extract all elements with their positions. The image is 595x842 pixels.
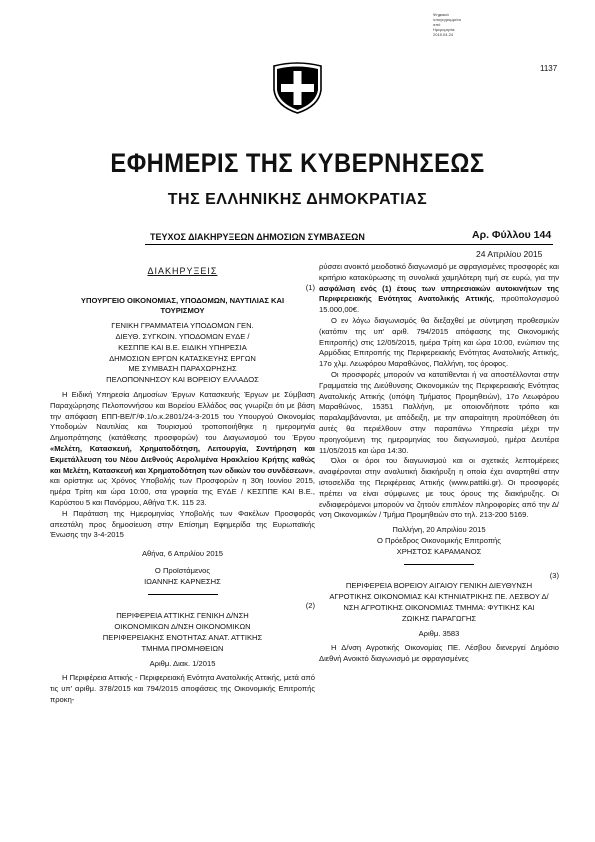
stamp-line: Ημερομηνία: (433, 27, 456, 32)
issuing-department: ΓΕΝΙΚΗ ΓΡΑΜΜΑΤΕΙΑ ΥΠΟΔΟΜΩΝ ΓΕΝ. ΔΙΕΥΘ. ΣΥΓΚΟΙΝ. ΥΠΟΔΟΜΩΝ ΕΥΔΕ /ΚΕΣΠΠΕ ΚΑΙ Β.Ε. ΕΙΔΙΚΗ ΥΠΗΡΕΣΙΑ ΔΗΜΟΣΙΩΝ ΕΡΓΩΝ ΚΑΤΑΣΚΕΥΗΣ ΕΡΓΩΝ ΜΕ ΣΥΜΒΑΣΗ ΠΑΡΑΧΩΡΗΣΗΣ ΠΕΛΟΠΟΝΝΗΣΟΥ ΚΑΙ ΒΟΡΕΙΟΥ ΕΛΛΑΔΟΣ (106, 321, 259, 385)
issue-type: ΤΕΥΧΟΣ ΔΙΑΚΗΡΥΞΕΩΝ ΔΗΜΟΣΙΩΝ ΣΥΜΒΑΣΕΩΝ (150, 232, 365, 242)
notice-paragraph: Η Περιφέρεια Αττικής - Περιφερειακή Ενότητα Ανατολικής Αττικής, μετά από τις υπ' αριθμ. 378/2015 και 794/2015 αποφάσεις της Οικονομικής Επιτροπής προκη- (50, 673, 315, 704)
tender-subject: ασφάλιση ενός (1) έτους των υπηρεσιακών αυτοκινήτων της Περιφερειακής Ενότητας Ανατολικής Αττικής (319, 283, 559, 304)
notice-separator (148, 594, 218, 595)
stamp-line: 2015.04.24 (433, 32, 454, 37)
issuing-ministry: ΥΠΟΥΡΓΕΙΟ ΟΙΚΟΝΟΜΙΑΣ, ΥΠΟΔΟΜΩΝ, ΝΑΥΤΙΛΙΑΣ ΚΑΙ ΤΟΥΡΙΣΜΟΥ (80, 295, 285, 316)
signatory-role: Ο Πρόεδρος Οικονομικής Επιτροπής (377, 535, 501, 545)
issuing-authority: ΠΕΡΙΦΕΡΕΙΑ ΒΟΡΕΙΟΥ ΑΙΓΑΙΟΥ ΓΕΝΙΚΗ ΔΙΕΥΘΥΝΣΗ ΑΓΡΟΤΙΚΗΣ ΟΙΚΟΝΟΜΙΑΣ ΚΑΙ ΚΤΗΝΙΑΤΡΙΚΗΣ ΠΕ. ΛΕΣΒΟΥ Δ/ΝΣΗ ΑΓΡΟΤΙΚΗΣ ΟΙΚΟΝΟΜΙΑΣ ΤΜΗΜΑ: ΦΥΤΙΚΗΣ ΚΑΙ ΖΩΙΚΗΣ ΠΑΡΑΓΩΓΗΣ (329, 581, 549, 623)
sheet-number: Αρ. Φύλλου 144 (472, 229, 552, 241)
header-divider (145, 244, 553, 245)
declaration-number: Αριθμ. 3583 (418, 628, 460, 638)
notice-paragraph: Όλοι οι όροι του διαγωνισμού και οι σχετικές λεπτομέρειες αναφέρονται στην αναλυτική διακήρυξη η οποία έχει αναρτηθεί στην ιστοσελίδα της Περιφέρειας Αττικής (www.pattiki.gr). Οι προσφορές πρέπει να είναι σύμφωνες με τους όρους της διακήρυξης. Οι ενδιαφερόμενοι μπορούν να ζητούν επιπλέον πληροφορίες από την Δ/νση Οικονομικών / Τμήμα Προμηθειών στο τηλ. 213-200 5169. (319, 456, 559, 520)
coat-of-arms-icon (272, 62, 323, 114)
notice-paragraph (50, 390, 315, 509)
text-run: ρύσσει ανοικτό μειοδοτικό διαγωνισμό με σφραγισμένες προσφορές και κριτήριο κατακύρωσης τη συνολικά χαμηλότερη τιμή σε ευρώ, για την (319, 262, 559, 282)
issue-date: 24 Απριλίου 2015 (476, 249, 543, 259)
stamp-line: υπογεγραμμένο (433, 17, 462, 22)
issuing-authority: ΠΕΡΙΦΕΡΕΙΑ ΑΤΤΙΚΗΣ ΓΕΝΙΚΗ Δ/ΝΣΗ ΟΙΚΟΝΟΜΙΚΩΝ Δ/ΝΣΗ ΟΙΚΟΝΟΜΙΚΩΝ ΠΕΡΙΦΕΡΕΙΑΚΗΣ ΕΝΟΤΗΤΑΣ ΑΝΑΤ. ΑΤΤΙΚΗΣ ΤΜΗΜΑ ΠΡΟΜΗΘΕΙΩΝ (102, 611, 263, 653)
notice-paragraph: Η Παράταση της Ημερομηνίας Υποβολής των Φακέλων Προσφοράς απεστάλη προς δημοσίευση στην Επίσημη Εφημερίδα της Ευρωπαϊκής Ένωσης την 3-4-2015 (50, 508, 315, 540)
left-column (50, 262, 315, 706)
declaration-number: Αριθμ. Διακ. 1/2015 (149, 658, 216, 668)
notice-number: (1) (305, 282, 315, 292)
notice-paragraph: Η Δ/νση Αγροτικής Οικονομίας ΠΕ. Λέσβου διενεργεί Δημόσιο Διεθνή Ανοικτό διαγωνισμό με σφραγισμένες (319, 643, 559, 664)
notice-paragraph: Ο εν λόγω διαγωνισμός θα διεξαχθεί με σύντμηση προθεσμιών (κατόπιν της υπ' αριθ. 794/2015 απόφασης της Οικονομικής Επιτροπής) στις 12/05/2015, ημέρα Τρίτη και ώρα 10:00, ενώπιον της Αρμόδιας Επιτροπής της Περιφερειακής Ενότητας Ανατολικής Αττικής, 17ο χλμ. Λεωφόρου Μαραθώνος, Παλλήνη, τος όροφος. (319, 315, 559, 369)
place-date: Αθήνα, 6 Απριλίου 2015 (141, 549, 223, 559)
notice-number: (3) (549, 570, 559, 580)
text-run: Η Ειδική Υπηρεσία Δημοσίων Έργων Κατασκευής Έργων με Σύμβαση Παραχώρησης Πελοποννήσου και Βορείου Ελλάδος σας γνωρίζει ότι με βάση την απόφαση ΕΠΠ-ΒΕ/Γ/Φ.1/ο.κ.2801/24-3-2015 του Υπουργού Οικονομίας Υποδομών Ναυτιλίας και Τουρισμού τροποποιήθηκε η ημερομηνία Δημοπράτησης (κατάθεσης προσφορών) του Διαγωνισμού του Έργου (50, 389, 315, 443)
notice-paragraph: Οι προσφορές μπορούν να κατατίθενται ή να αποστέλλονται στην Γραμματεία της Διεύθυνσης Οικονομικών της Περιφερειακής Ενότητας Ανατολικής Αττικής (υπόψη Τμήματος Προμηθειών), 17ο Λεωφόρου Μαραθώνος, 15351 Παλλήνη, με οποιονδήποτε τρόπο και παραλαμβάνονται, με απόδειξη, με την απαραίτητη προϋπόθεση ότι αυτές θα περιέλθουν στην παραπάνω Υπηρεσία μέχρι την προηγούμενη της ημερομηνίας του διαγωνισμού, ημέρα Δευτέρα 11/05/2015 και ώρα 14:30. (319, 369, 559, 455)
right-column (319, 262, 559, 665)
digital-signature-stamp (433, 12, 483, 37)
notice-paragraph (319, 262, 559, 316)
gazette-title: ΕΦΗΜΕΡΙΣ ΤΗΣ ΚΥΒΕΡΝΗΣΕΩΣ (110, 148, 485, 178)
text-run: , προϋπολογισμού 15.000,00€. (319, 294, 559, 315)
place-date: Παλλήνη, 20 Απριλίου 2015 (392, 525, 486, 535)
notice-separator (404, 564, 474, 565)
signatory-role: Ο Προϊστάμενος (154, 565, 211, 575)
signatory-name: ΧΡΗΣΤΟΣ ΚΑΡΑΜΑΝΟΣ (396, 546, 482, 556)
text-run: , και ορίστηκε ως Χρόνος Υποβολής των Προσφορών η 30η Ιουνίου 2015, ημέρα Τρίτη και ώρα 10:00, στα γραφεία της ΕΥΔΕ / ΚΕΣΠΠΕ ΚΑΙ Β.Ε., Καρύστου 5 και Πανόρμου, Αθήνα Τ.Κ. 115 23. (50, 465, 315, 507)
notice-number: (2) (305, 600, 315, 610)
stamp-line: από (433, 22, 441, 27)
page-number: 1137 (540, 64, 558, 73)
section-heading: ΔΙΑΚΗΡΥΞΕΙΣ (147, 266, 218, 276)
project-title: «Μελέτη, Κατασκευή, Χρηματοδότηση, Λειτουργία, Συντήρηση και Εκμετάλλευση του Νέου Διεθνούς Αερολιμένα Ηρακλείου Κρήτης καθώς και Μελέτη, Κατασκευή και Χρηματοδότηση των οδικών του συνδέσεων» (50, 443, 315, 475)
signatory-name: ΙΩΑΝΝΗΣ ΚΑΡΝΕΣΗΣ (144, 576, 221, 586)
gazette-subtitle: ΤΗΣ ΕΛΛΗΝΙΚΗΣ ΔΗΜΟΚΡΑΤΙΑΣ (167, 191, 428, 208)
stamp-line: Ψηφιακά (433, 12, 449, 17)
